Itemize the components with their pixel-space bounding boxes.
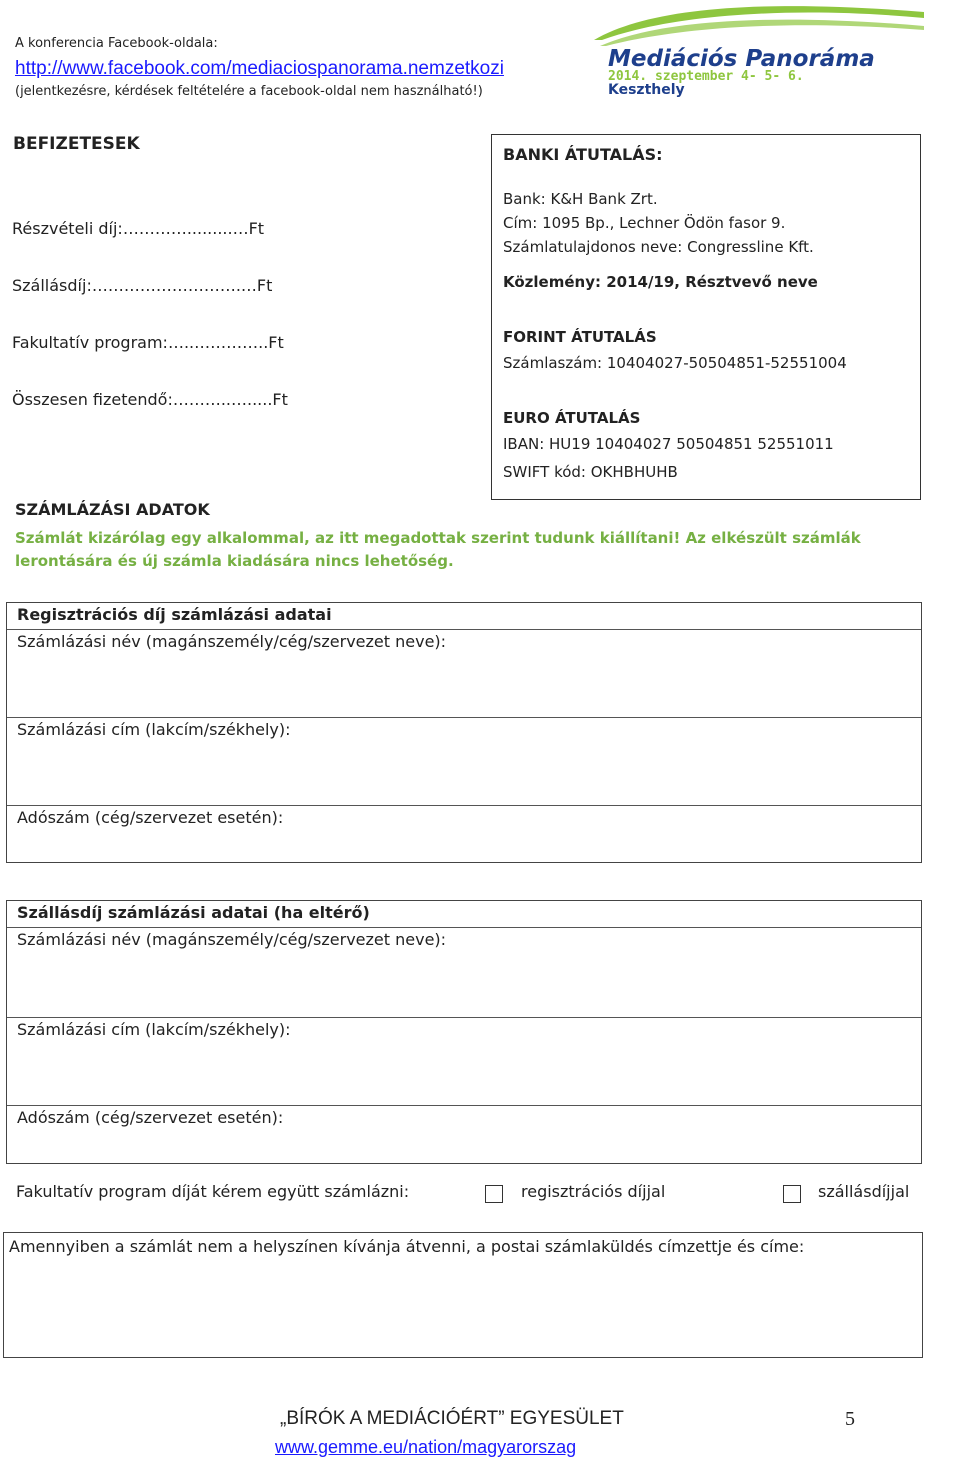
registration-tax-label: Adószám (cég/szervezet esetén): <box>17 808 284 827</box>
payments-heading: BEFIZETESEK <box>13 134 140 154</box>
registration-fee-option-label: regisztrációs díjjal <box>521 1182 666 1201</box>
billing-heading: SZÁMLÁZÁSI ADATOK <box>15 500 210 519</box>
accommodation-billing-form <box>6 900 922 1164</box>
accommodation-fee-line: Szállásdíj:……………………….…Ft <box>12 276 273 295</box>
footer-organization: „BÍRÓK A MEDIÁCIÓÉRT” EGYESÜLET <box>280 1408 624 1429</box>
optional-program-fee-line: Fakultatív program:…..…………..Ft <box>12 333 284 352</box>
bank-name: Bank: K&H Bank Zrt. <box>503 190 658 208</box>
registration-billing-title: Regisztrációs díj számlázási adatai <box>17 605 332 624</box>
accommodation-tax-label: Adószám (cég/szervezet esetén): <box>17 1108 284 1127</box>
optional-program-label: Fakultatív program díját kérem együtt számlázni: <box>16 1182 410 1201</box>
accommodation-fee-option-label: szállásdíjjal <box>818 1182 910 1201</box>
accommodation-address-field[interactable] <box>7 1017 921 1105</box>
bank-transfer-box <box>491 134 921 500</box>
facebook-link[interactable]: http://www.facebook.com/mediaciospanorama.nemzetkozi <box>15 58 504 79</box>
accommodation-name-label: Számlázási név (magánszemély/cég/szervezet neve): <box>17 930 447 949</box>
conference-logo <box>594 0 924 100</box>
swift-code: SWIFT kód: OKHBHUHB <box>503 463 678 481</box>
registration-name-label: Számlázási név (magánszemély/cég/szervezet neve): <box>17 632 447 651</box>
accommodation-tax-field[interactable] <box>7 1105 921 1163</box>
logo-place: Keszthely <box>608 82 685 98</box>
facebook-note: (jelentkezésre, kérdések feltételére a facebook-oldal nem használható!) <box>15 84 483 99</box>
footer-website-link[interactable]: www.gemme.eu/nation/magyarorszag <box>275 1437 577 1457</box>
iban: IBAN: HU19 10404027 50504851 52551011 <box>503 435 834 453</box>
accommodation-fee-checkbox[interactable] <box>783 1185 801 1203</box>
registration-name-field[interactable] <box>7 629 921 717</box>
facebook-intro: A konferencia Facebook-oldala: <box>15 36 218 51</box>
participation-fee-line: Részvételi díj:………….........…Ft <box>12 219 265 238</box>
payment-reference: Közlemény: 2014/19, Résztvevő neve <box>503 273 818 291</box>
mailing-address-field[interactable] <box>3 1232 923 1358</box>
registration-fee-checkbox[interactable] <box>485 1185 503 1203</box>
accommodation-billing-title: Szállásdíj számlázási adatai (ha eltérő) <box>17 903 370 922</box>
registration-tax-field[interactable] <box>7 805 921 862</box>
total-due-line: Összesen fizetendő:………..….....Ft <box>12 390 288 409</box>
account-owner: Számlatulajdonos neve: Congressline Kft. <box>503 238 814 256</box>
logo-title: Mediációs Panoráma <box>608 46 875 72</box>
euro-heading: EURO ÁTUTALÁS <box>503 409 641 427</box>
forint-heading: FORINT ÁTUTALÁS <box>503 328 657 346</box>
registration-address-label: Számlázási cím (lakcím/székhely): <box>17 720 291 739</box>
registration-address-field[interactable] <box>7 717 921 805</box>
billing-warning: Számlát kizárólag egy alkalommal, az itt megadottak szerint tudunk kiállítani! Az elkészült számlák lerontására és új számla kiadására nincs lehetőség. <box>15 529 861 570</box>
accommodation-address-label: Számlázási cím (lakcím/székhely): <box>17 1020 291 1039</box>
mailing-address-label: Amennyiben a számlát nem a helyszínen kívánja átvenni, a postai számlaküldés címzettje és címe: <box>9 1237 805 1256</box>
forint-account-number: Számlaszám: 10404027-50504851-52551004 <box>503 354 847 372</box>
registration-billing-form <box>6 602 922 863</box>
bank-heading: BANKI ÁTUTALÁS: <box>503 145 663 164</box>
bank-address: Cím: 1095 Bp., Lechner Ödön fasor 9. <box>503 214 786 232</box>
logo-date: 2014. szeptember 4- 5- 6. <box>608 69 804 84</box>
page-number: 5 <box>845 1408 855 1430</box>
accommodation-name-field[interactable] <box>7 927 921 1017</box>
accommodation-billing-title-row <box>7 901 921 927</box>
registration-billing-title-row <box>7 603 921 629</box>
